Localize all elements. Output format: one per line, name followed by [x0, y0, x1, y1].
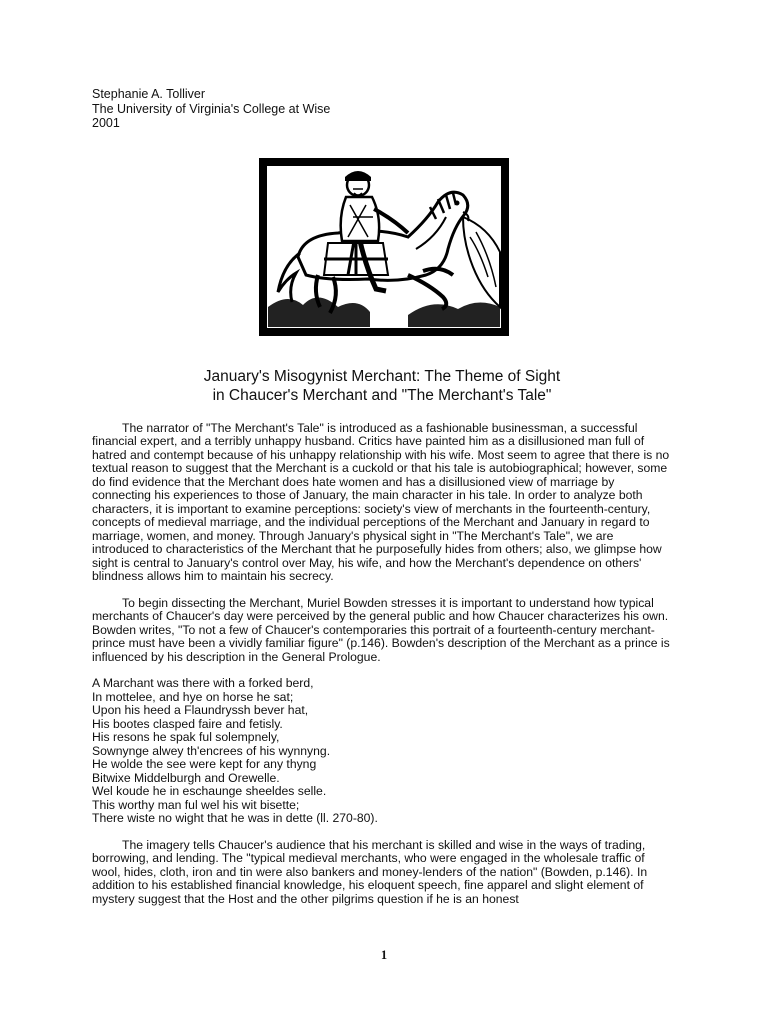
essay-title [92, 367, 672, 405]
title-line-2: in Chaucer's Merchant and "The Merchant's Tale" [212, 387, 552, 404]
title-line-1: January's Misogynist Merchant: The Theme of Sight [203, 368, 561, 385]
poem-line: His resons he spak ful solempnely, [92, 730, 280, 745]
poem-line: In mottelee, and hye on horse he sat; [92, 689, 294, 704]
essay-body [92, 422, 672, 920]
poem-quote [92, 677, 672, 825]
poem-line: Bitwixe Middelburgh and Orewelle. [92, 770, 280, 785]
paragraph: The narrator of "The Merchant's Tale" is introduced as a fashionable businessman, a successful financial expert, and a terribly unhappy husband. Critics have painted him as a disillusioned man full of hatred and contempt because of his unhappy relationship with his wife. Most seem to agree that there is no textual reason to suggest that the Merchant is a cuckold or that his tale is autobiographical; however, some do find evidence that the Merchant does hate women and has a disillusioned view of marriage by connecting his experiences to those of January, the main character in his tale. In order to analyze both characters, it is important to examine perceptions: society's view of merchants in the fourteenth-century, concepts of medieval marriage, and the individual perceptions of the Merchant and January in regard to marriage, women, and money. Through January's physical sight in "The Merchant's Tale", we are introduced to characteristics of the Merchant that he purposefully hides from others; also, we glimpse how sight is central to January's control over May, his wife, and how the Merchant's dependence on others' blindness allows him to maintain his secrecy. [92, 421, 670, 583]
poem-line: Sownynge alwey th'encrees of his wynnyng. [92, 743, 331, 758]
page-number: 1 [380, 948, 388, 962]
author-block [92, 87, 330, 131]
author-year: 2001 [92, 116, 120, 130]
author-institution: The University of Virginia's College at Wise [92, 101, 331, 116]
poem-line: A Marchant was there with a forked berd, [92, 676, 314, 691]
paragraph: To begin dissecting the Merchant, Muriel Bowden stresses it is important to understand how typical merchants of Chaucer's day were perceived by the general public and how Chaucer characterizes his own. Bowden writes, "To not a few of Chaucer's contemporaries this portrait of a fourteenth-century merchant-prince must have been a vividly familiar figure" (p.146). Bowden's description of the Merchant as a prince is influenced by his description in the General Prologue. [92, 595, 670, 664]
poem-line: This worthy man ful wel his wit bisette; [92, 797, 300, 812]
author-name: Stephanie A. Tolliver [92, 87, 206, 101]
poem-line: He wolde the see were kept for any thyng [92, 757, 317, 772]
poem-line: Upon his heed a Flaundryssh bever hat, [92, 703, 309, 718]
poem-line: His bootes clasped faire and fetisly. [92, 716, 283, 731]
poem-line: There wiste no wight that he was in dette (ll. 270-80). [92, 811, 378, 826]
merchant-on-horseback-woodcut-icon [258, 157, 510, 337]
paragraph: The imagery tells Chaucer's audience that his merchant is skilled and wise in the ways of trading, borrowing, and lending. The "typical medieval merchants, who were engaged in the wholesale traffic of wool, hides, cloth, iron and tin were also bankers and money-lenders of the nation" (Bowden, p.146). In addition to his established financial knowledge, his eloquent speech, fine apparel and slight element of mystery suggest that the Host and the other pilgrims question if he is an honest [92, 837, 648, 906]
poem-line: Wel koude he in eschaunge sheeldes selle. [92, 784, 327, 799]
